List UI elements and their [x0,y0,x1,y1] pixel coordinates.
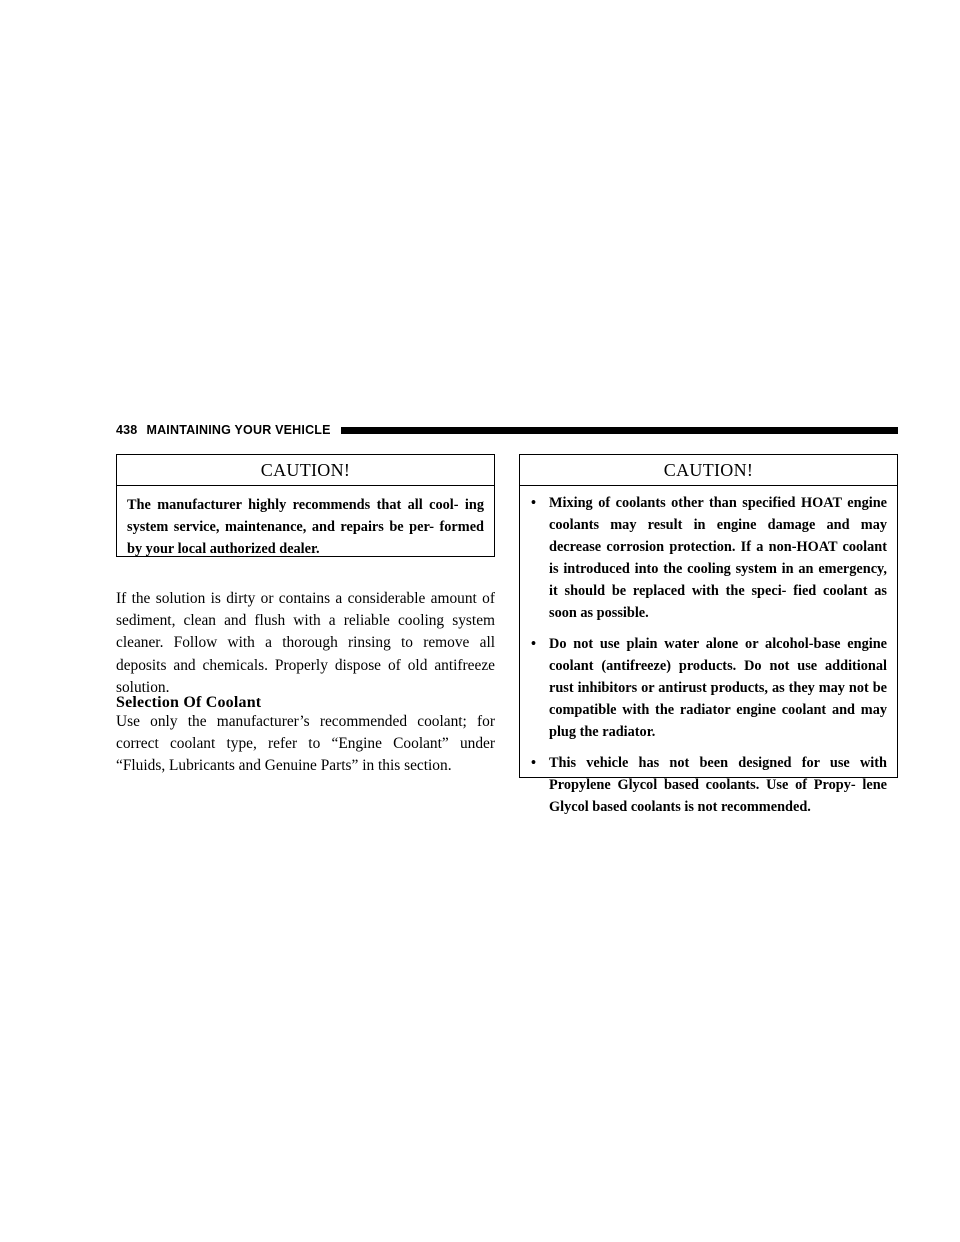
section-title: MAINTAINING YOUR VEHICLE [146,423,331,437]
bullet-icon: • [531,495,537,511]
caution-box-dealer-service [116,454,495,557]
section-heading-selection-of-coolant: Selection Of Coolant [116,694,262,711]
caution-bullet-item [530,492,887,624]
bullet-text: Mixing of coolants other than specified HOAT engine coolants may result in engine damage and may decrease corrosion protection. If a non-HOAT coolant is introduced into the cooling system in an emergency, it should be replaced with the speci- fied coolant as soon as possible. [549,495,887,621]
bullet-text: This vehicle has not been designed for use with Propylene Glycol based coolants. Use of Propy- lene Glycol based coolants is not recommended. [549,755,887,815]
page-header [116,422,898,438]
paragraph-selection-of-coolant: Use only the manufacturer’s recommended coolant; for correct coolant type, refer to “Engine Coolant” under “Fluids, Lubricants and Genuine Parts” in this section. [116,713,495,775]
caution-bullet-item [530,633,887,743]
paragraph-flush-coolant: If the solution is dirty or contains a considerable amount of sediment, clean and flush with a reliable cooling system cleaner. Follow with a thorough rinsing to remove all deposits and chemicals. Properly dispose of old antifreeze solution. [116,590,495,696]
caution-bullet-item [530,752,887,818]
bullet-text: Do not use plain water alone or alcohol-base engine coolant (antifreeze) products. Do not use additional rust inhibitors or antirust products, as they may not be compatible with the radiator engine coolant and may plug the radiator. [549,636,887,740]
caution-bullet-list [520,486,897,818]
caution-title: CAUTION! [117,455,494,486]
caution-title: CAUTION! [520,455,897,486]
page-number: 438 [116,423,138,437]
bullet-icon: • [531,636,537,652]
caution-text: The manufacturer highly recommends that all cool- ing system service, maintenance, and repairs be per- formed by your local authorized dealer. [127,497,484,557]
caution-box-coolant-types [519,454,898,815]
header-rule [341,427,898,434]
bullet-icon: • [531,755,537,771]
